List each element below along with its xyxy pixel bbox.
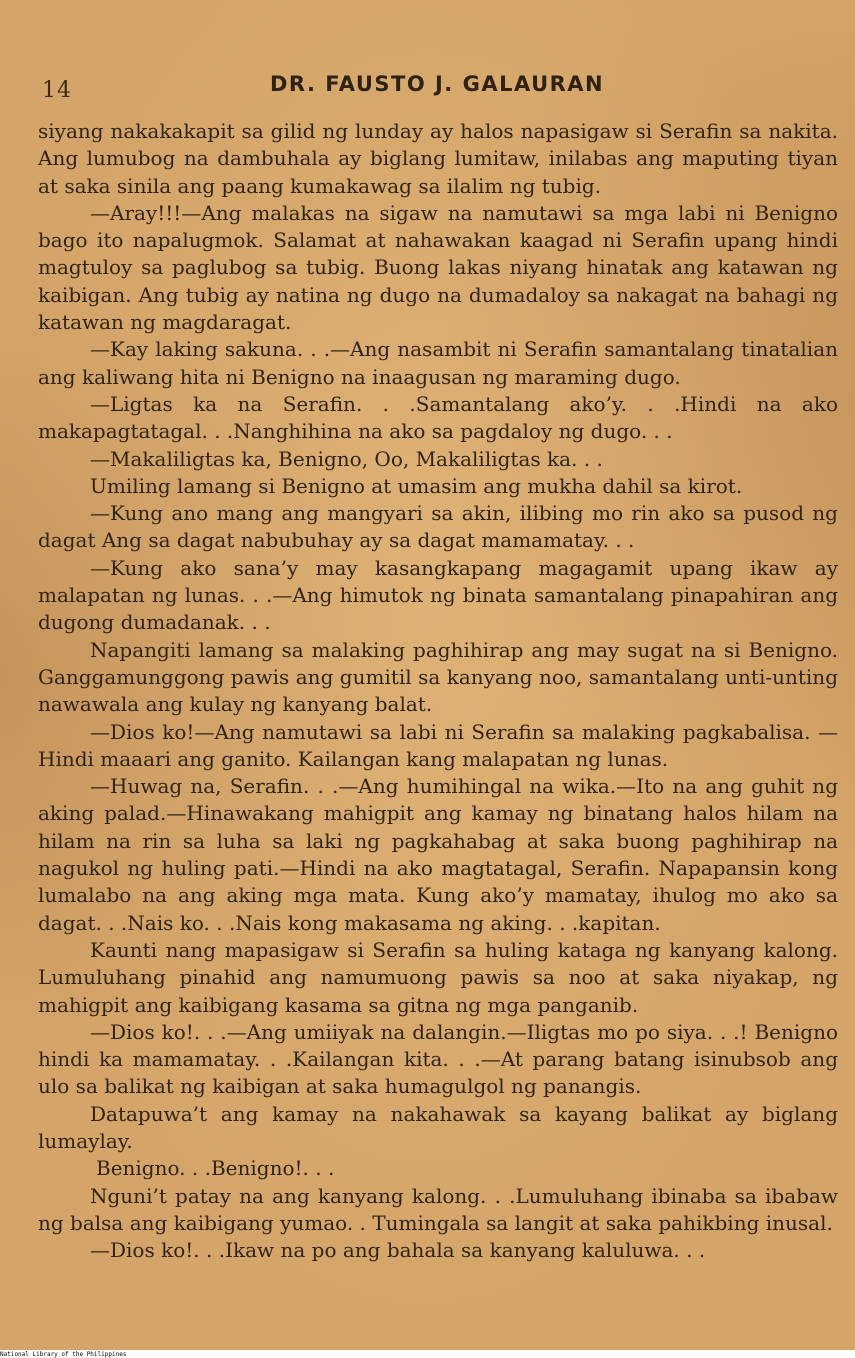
paragraph: Nguni’t patay na ang kanyang kalong. . .Lumuluhang ibinaba sa ibabaw ng balsa ang kaibigang yumao. . Tumingala sa langit at saka pahikbing inusal. xyxy=(38,1183,838,1235)
paragraph: —Aray!!!—Ang malakas na sigaw na namutawi sa mga labi ni Benigno bago ito napalugmok. Salamat at nahawakan kaagad ni Serafin upang hindi magtuloy sa paglubog sa tubig. Buong lakas niyang hinatak ang katawan ng kaibigan. Ang tubig ay natina ng dugo na dumadaloy sa nakagat na bahagi ng katawan ng magdaragat. xyxy=(38,200,838,335)
page-body xyxy=(38,118,838,1264)
paragraph: —Dios ko!. . .—Ang umiiyak na dalangin.—Iligtas mo po siya. . .! Benigno hindi ka mamamatay. . .Kailangan kita. . .—At parang batang isinubsob ang ulo sa balikat ng kaibigan at saka humagulgol ng panangis. xyxy=(38,1019,838,1099)
paragraph: —Makaliligtas ka, Benigno, Oo, Makaliligtas ka. . . xyxy=(90,446,603,471)
paragraph: —Kung ako sana’y may kasangkapang magagamit upang ikaw ay malapatan ng lunas. . .—Ang himutok ng binata samantalang pinapahiran ang dugong dumadanak. . . xyxy=(38,555,838,635)
paragraph: —Kung ano mang ang mangyari sa akin, ilibing mo rin ako sa pusod ng dagat Ang sa dagat nabubuhay ay sa dagat mamamatay. . . xyxy=(38,501,838,553)
paragraph: Kaunti nang mapasigaw si Serafin sa huling kataga ng kanyang kalong. Lumuluhang pinahid ang namumuong pawis sa noo at saka niyakap, ng mahigpit ang kaibigang kasama sa gitna ng mga panganib. xyxy=(38,937,838,1017)
paragraph: —Huwag na, Serafin. . .—Ang humihingal na wika.—Ito na ang guhit ng aking palad.—Hinawakang mahigpit ang kamay ng binatang halos hilam na hilam na rin sa luha sa laki ng pagkahabag at saka buong paghihirap na nagukol ng huling pati.—Hindi na ako magtatagal, Serafin. Napapansin kong lumalabo na ang aking mga mata. Kung ako’y mamatay, ihulog mo ako sa dagat. . .Nais ko. . .Nais kong makasama ng aking. . .kapitan. xyxy=(38,774,838,935)
paragraph: Benigno. . .Benigno!. . . xyxy=(96,1156,335,1181)
paragraph: Umiling lamang si Benigno at umasim ang mukha dahil sa kirot. xyxy=(90,473,743,498)
paragraph: —Dios ko!. . .Ikaw na po ang bahala sa kanyang kaluluwa. . . xyxy=(90,1238,706,1263)
paragraph: —Kay laking sakuna. . .—Ang nasambit ni Serafin samantalang tinatalian ang kaliwang hita ni Benigno na inaagusan ng maraming dugo. xyxy=(38,337,838,389)
page-number: 14 xyxy=(42,78,72,103)
footer-credit: National Library of the Philippines xyxy=(0,1351,127,1358)
paragraph: —Dios ko!—Ang namutawi sa labi ni Serafin sa malaking pagkabalisa. —Hindi maaari ang ganito. Kailangan kang malapatan ng lunas. xyxy=(38,719,838,771)
paragraph: —Ligtas ka na Serafin. . .Samantalang ako’y. . .Hindi na ako makapagtatagal. . .Nanghihina na ako sa pagdaloy ng dugo. . . xyxy=(38,391,838,444)
paragraph: Datapuwa’t ang kamay na nakahawak sa kayang balikat ay biglang lumaylay. xyxy=(38,1101,838,1153)
running-head: DR. FAUSTO J. GALAURAN xyxy=(270,72,605,96)
paragraph: siyang nakakakapit sa gilid ng lunday ay halos napasigaw si Serafin sa nakita. Ang lumubog na dambuhala ay biglang lumitaw, inilabas ang maputing tiyan at saka sinila ang paang kumakawag sa ilalim ng tubig. xyxy=(38,119,838,198)
paragraph: Napangiti lamang sa malaking paghihirap ang may sugat na si Benigno. Ganggamunggong pawis ang gumitil sa kanyang noo, samantalang unti-unting nawawala ang kulay ng kanyang balat. xyxy=(38,637,838,717)
